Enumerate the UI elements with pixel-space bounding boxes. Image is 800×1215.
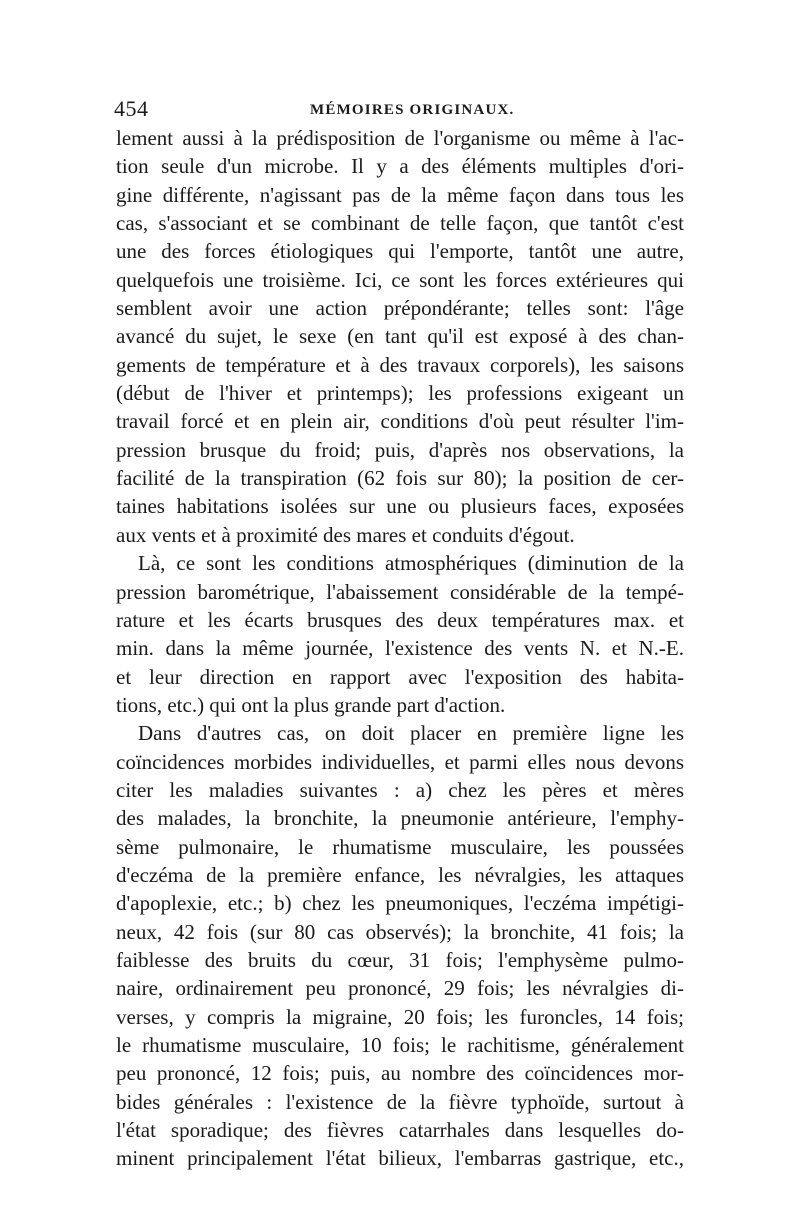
text-line: des malades, la bronchite, la pneumonie antérieure, l'emphy- — [116, 806, 684, 831]
text-line: sème pulmonaire, le rhumatisme musculaire, les poussées — [116, 834, 684, 859]
text-line: quelquefois une troisième. Ici, ce sont les forces extérieures qui — [116, 267, 684, 292]
text-line: taines habitations isolées sur une ou plusieurs faces, exposées — [116, 494, 684, 519]
text-line: faiblesse des bruits du cœur, 31 fois; l'emphysème pulmo- — [116, 947, 684, 972]
text-line: gements de température et à des travaux corporels), les saisons — [116, 352, 684, 377]
text-line: gine différente, n'agissant pas de la même façon dans tous les — [116, 182, 684, 207]
text-line: travail forcé et en plein air, conditions d'où peut résulter l'im- — [116, 409, 684, 434]
text-line: d'eczéma de la première enfance, les névralgies, les attaques — [116, 862, 684, 887]
text-line: coïncidences morbides individuelles, et parmi elles nous devons — [116, 749, 684, 774]
text-line: Là, ce sont les conditions atmosphériques (diminution de la — [138, 551, 684, 576]
text-line: (début de l'hiver et printemps); les professions exigeant un — [116, 381, 684, 406]
running-title: MÉMOIRES ORIGINAUX. — [310, 102, 515, 118]
text-line: une des forces étiologiques qui l'emporte, tantôt une autre, — [116, 239, 684, 264]
text-line: verses, y compris la migraine, 20 fois; les furoncles, 14 fois; — [116, 1004, 684, 1029]
text-line: bides générales : l'existence de la fièvre typhoïde, surtout à — [116, 1089, 684, 1114]
text-line: l'état sporadique; des fièvres catarrhales dans lesquelles do- — [116, 1118, 684, 1143]
text-line: tion seule d'un microbe. Il y a des éléments multiples d'ori- — [116, 154, 684, 179]
text-line: d'apoplexie, etc.; b) chez les pneumoniques, l'eczéma impétigi- — [116, 891, 684, 916]
text-line: peu prononcé, 12 fois; puis, au nombre des coïncidences mor- — [116, 1061, 684, 1086]
text-line: le rhumatisme musculaire, 10 fois; le rachitisme, généralement — [116, 1033, 684, 1057]
text-line: tions, etc.) qui ont la plus grande part d'action. — [116, 692, 506, 717]
text-line: lement aussi à la prédisposition de l'organisme ou même à l'ac- — [116, 126, 684, 150]
text-line: citer les maladies suivantes : a) chez les pères et mères — [116, 777, 684, 802]
text-line: rature et les écarts brusques des deux températures max. et — [116, 607, 684, 632]
text-line: min. dans la même journée, l'existence des vents N. et N.-E. — [116, 636, 684, 661]
text-line: semblent avoir une action prépondérante; telles sont: l'âge — [116, 296, 684, 321]
text-line: naire, ordinairement peu prononcé, 29 fois; les névralgies di- — [116, 976, 684, 1001]
text-line: et leur direction en rapport avec l'exposition des habita- — [116, 664, 684, 689]
text-line: avancé du sujet, le sexe (en tant qu'il est exposé à des chan- — [116, 324, 684, 349]
text-line: pression barométrique, l'abaissement considérable de la tempé- — [116, 579, 684, 604]
body-text — [116, 124, 684, 1173]
page-header — [114, 96, 684, 126]
text-line: facilité de la transpiration (62 fois sur 80); la position de cer- — [116, 466, 684, 491]
text-line: cas, s'associant et se combinant de telle façon, que tantôt c'est — [116, 211, 684, 236]
text-line: minent principalement l'état bilieux, l'embarras gastrique, etc., — [116, 1146, 684, 1171]
text-line: neux, 42 fois (sur 80 cas observés); la bronchite, 41 fois; la — [116, 919, 684, 944]
text-line: aux vents et à proximité des mares et conduits d'égout. — [116, 522, 575, 547]
page-number: 454 — [114, 96, 149, 121]
text-line: pression brusque du froid; puis, d'après nos observations, la — [116, 437, 684, 462]
text-line: Dans d'autres cas, on doit placer en première ligne les — [138, 721, 684, 746]
